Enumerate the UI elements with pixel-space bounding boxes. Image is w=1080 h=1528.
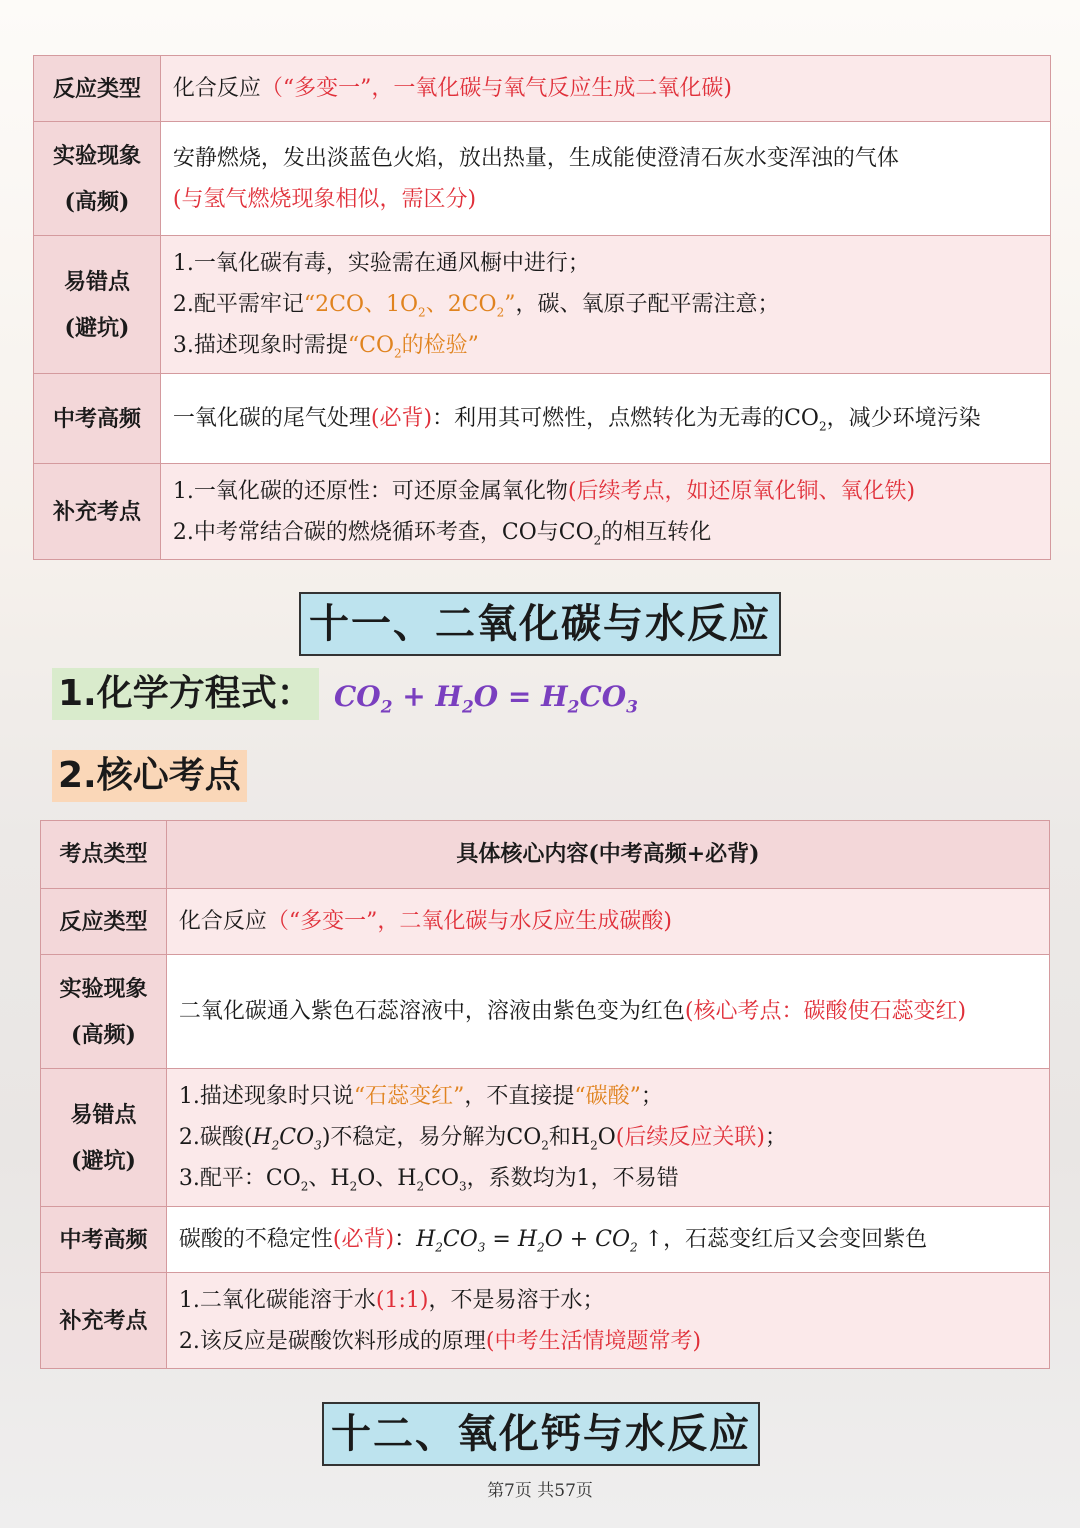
- row-header: 实验现象 (高频): [41, 955, 167, 1069]
- subheading-equation: 1.化学方程式：: [52, 668, 319, 720]
- row-content: 安静燃烧，发出淡蓝色火焰，放出热量，生成能使澄清石灰水变浑浊的气体 (与氢气燃烧现象相似，需区分): [160, 122, 1050, 236]
- row-content: 二氧化碳通入紫色石蕊溶液中，溶液由紫色变为红色(核心考点：碳酸使石蕊变红): [166, 955, 1049, 1069]
- page-number: 第7页 共57页: [487, 1481, 593, 1501]
- row-header: 反应类型: [41, 889, 167, 955]
- table-row: [41, 1069, 1050, 1207]
- table-co2-water: [40, 820, 1050, 1369]
- row-header: 反应类型: [34, 56, 161, 122]
- table-co-combustion: [33, 55, 1051, 560]
- table-header-row: [41, 821, 1050, 889]
- row-content: 一氧化碳的尾气处理(必背)：利用其可燃性，点燃转化为无毒的$CO_2$，减少环境污染: [160, 374, 1050, 464]
- table-row: [41, 1207, 1050, 1273]
- section-title-11: 十一、二氧化碳与水反应: [299, 592, 781, 656]
- row-content: 化合反应（“多变一”，一氧化碳与氧气反应生成二氧化碳): [160, 56, 1050, 122]
- row-content: 1.一氧化碳有毒，实验需在通风橱中进行； 2.配平需牢记“2CO、$1O_2$、$2CO_2$”，碳、氧原子配平需注意； 3.描述现象时需提“$CO_2$的检验”: [160, 236, 1050, 374]
- row-header: 中考高频: [34, 374, 161, 464]
- table-row: [41, 889, 1050, 955]
- row-content: 1.描述现象时只说“石蕊变红”，不直接提“碳酸”； 2.碳酸$(H_2CO_3)$不稳定，易分解为$CO_2$和$H_2O$(后续反应关联)； 3.配平：$CO_2$、$H_2O$、$H_2CO_3$，系数均为1，不易错: [166, 1069, 1049, 1207]
- table-row: [41, 955, 1050, 1069]
- table-row: [34, 464, 1051, 560]
- table-row: [34, 374, 1051, 464]
- chemical-equation: $CO_2 + H_2O = H_2CO_3$: [334, 680, 638, 718]
- row-header: 易错点 (避坑): [34, 236, 161, 374]
- row-header: 补充考点: [41, 1273, 167, 1369]
- row-content: 1.一氧化碳的还原性：可还原金属氧化物(后续考点，如还原氧化铜、氧化铁) 2.中考常结合碳的燃烧循环考查，CO与$CO_2$的相互转化: [160, 464, 1050, 560]
- row-content: 化合反应（“多变一”，二氧化碳与水反应生成碳酸): [166, 889, 1049, 955]
- table-row: [34, 236, 1051, 374]
- row-content: 1.二氧化碳能溶于水(1:1)，不是易溶于水； 2.该反应是碳酸饮料形成的原理(中考生活情境题常考): [166, 1273, 1049, 1369]
- table-row: [34, 56, 1051, 122]
- column-header-type: 考点类型: [41, 821, 167, 889]
- table-row: [41, 1273, 1050, 1369]
- table-row: [34, 122, 1051, 236]
- subheading-core-points: 2.核心考点: [52, 750, 247, 802]
- row-header: 中考高频: [41, 1207, 167, 1273]
- row-header: 补充考点: [34, 464, 161, 560]
- row-content: 碳酸的不稳定性(必背)：$H_2CO_3 = H_2O + CO_2$ ↑，石蕊变红后又会变回紫色: [166, 1207, 1049, 1273]
- row-header: 易错点 (避坑): [41, 1069, 167, 1207]
- column-header-content: 具体核心内容(中考高频+必背): [166, 821, 1049, 889]
- row-header: 实验现象 (高频): [34, 122, 161, 236]
- section-title-12: 十二、氧化钙与水反应: [322, 1402, 760, 1466]
